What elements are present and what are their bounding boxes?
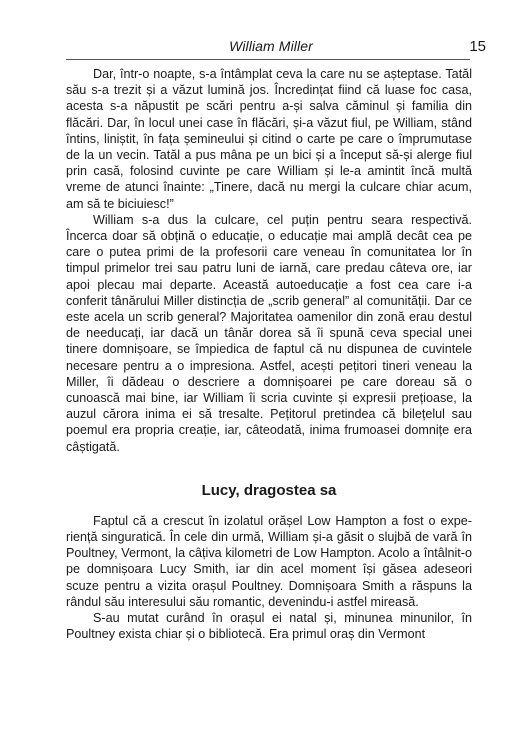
section-heading: Lucy, dragostea sa [201, 481, 337, 499]
header-divider [66, 59, 470, 60]
page-number: 15 [469, 38, 486, 55]
running-header [66, 36, 486, 58]
paragraph: Faptul că a crescut în izolatul orășel Low Hampton a fost o experiență singuratică. În cele din urmă, William și-a găsit o slujbă de vară în Poultney, Vermont, la câțiva kilometri de Low Hampton. Acolo a întâlnit-o pe domnișoara Lucy Smith, iar din acel moment își găsea adeseori scuze pentru a vizita orașul Poultney. Domnișoara Smith a răspuns la rândul său interesului său romantic, devenindu-i astfel mireasă. [66, 513, 472, 609]
running-header-title: William Miller [229, 38, 313, 54]
paragraph: William s-a dus la culcare, cel puțin pentru seara respectivă. Încerca doar să obțină o educație, o educație mai amplă decât cea pe care o putea primi de la profesorii care veneau în comunitatea lor în timpul primelor trei sau patru luni de iarnă, care predau câteva ore, iar apoi plecau mai departe. Această autoeducație a fost cea care i-a conferit tânărului Miller distincția de „scrib general” al comunității. Dar ce este acela un scrib general? Majoritatea oamenilor din zonă erau destul de needucați, iar dacă un tânăr dorea să îi spună ceva special unei tinere domnișoare, se împiedica de faptul că nu dispunea de cuvintele necesare pentru a o impresiona. Astfel, acești pețitori tineri veneau la Miller, îi dădeau o descriere a domnișoarei pe care doreau să o cunoască mai bine, iar William îi scria cuvinte și expresii prețioase, la auzul cărora inima ei să tresalte. Pețitorul pretindea că bilețelul sau poemul era propria creație, iar, câteodată, inima frumoasei domnițe era câștigată. [66, 212, 472, 454]
paragraph: S-au mutat curând în orașul ei natal și, minunea minunilor, în Poultney exista chiar și o bibliotecă. Era primul oraș din Vermont [66, 611, 472, 642]
paragraph: Dar, într-o noapte, s-a întâmplat ceva la care nu se așteptase. Tatăl său s-a trezit și a văzut lumină jos. Încredințat fiind că luase foc casa, acesta s-a năpustit pe scări pentru a-și salva căminul și familia din flăcări. Dar, în locul unei case în flăcări, și-a văzut fiul, pe William, stând întins, liniștit, în fața șemineului și citind o carte pe care o împrumutase de la un vecin. Tatăl a pus mâna pe un bici și a început să-și alerge fiul prin casă, folosind cuvinte pe care William și le-a amintit încă multă vreme de atunci înainte: „Tinere, dacă nu mergi la culcare chiar acum, am să te biciuiesc!” [66, 67, 472, 211]
body-text [66, 66, 472, 643]
